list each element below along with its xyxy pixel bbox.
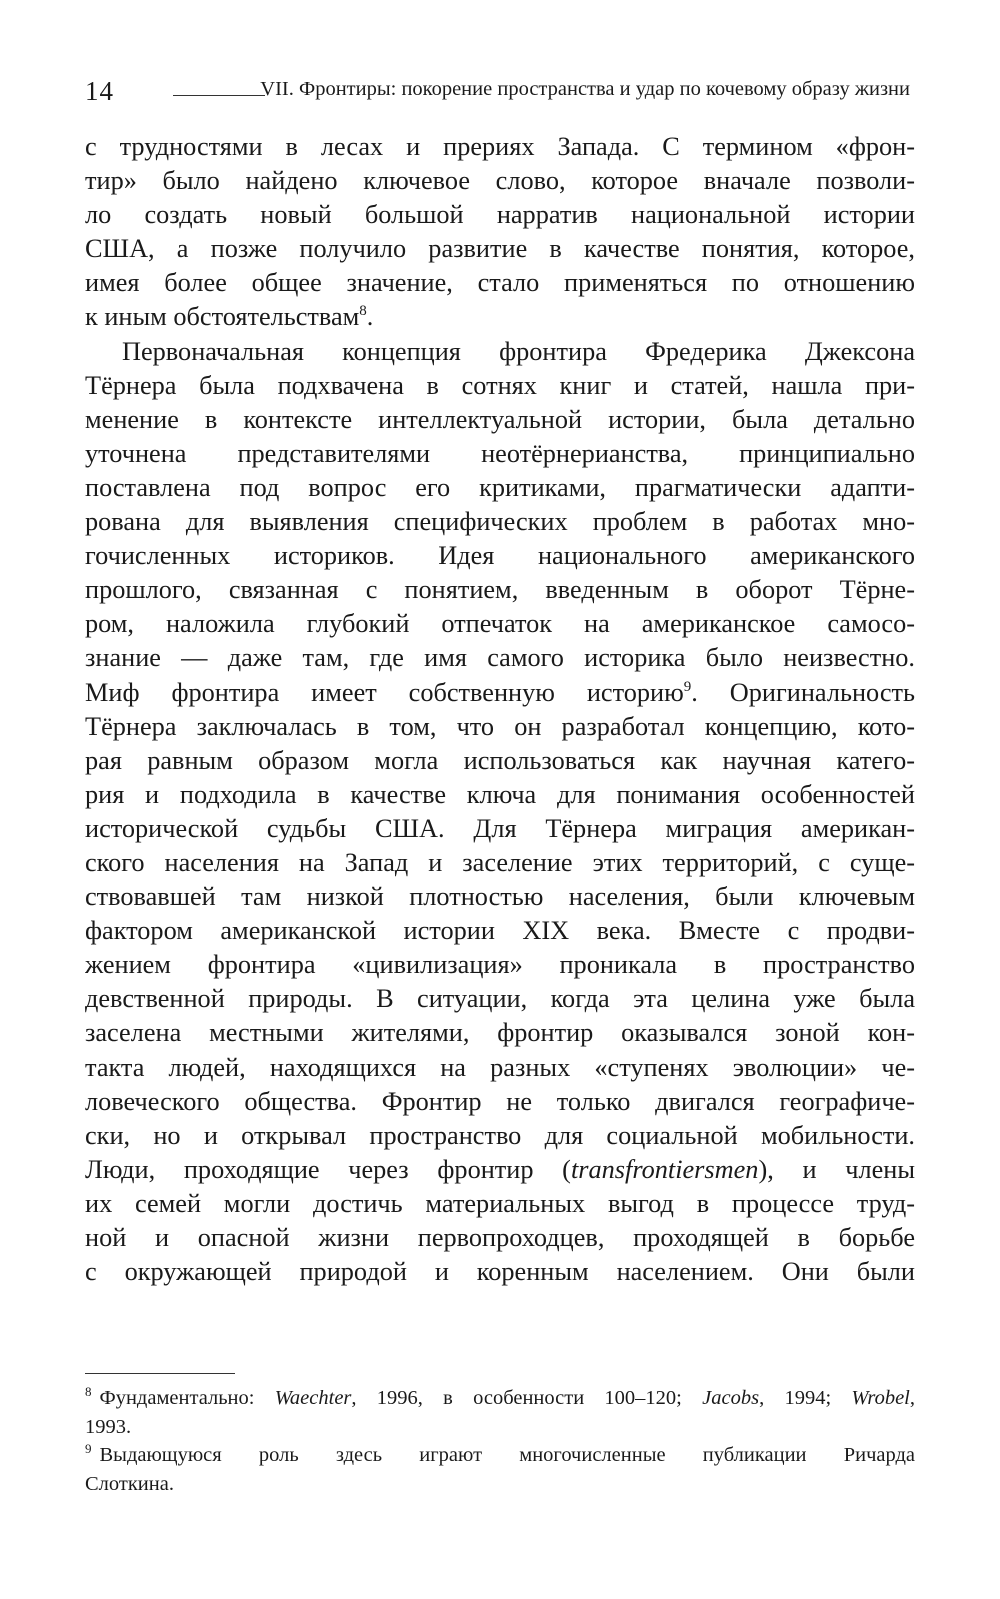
text-line: с трудностями в лесах и прериях Запада. С термином «фрон- [85,132,915,161]
punctuation: . [366,302,374,332]
footnote-number: 9 [85,1441,92,1457]
text-line: рия и подходила в качестве ключа для понимания особенностей [85,779,915,809]
text-line: их семей могли достичь материальных выгод в процессе труд- [85,1188,915,1218]
footnote-ref: 9 [683,678,692,695]
footnote-text: Выдающуюся роль здесь играют многочисленные публикации Ричарда [99,1444,915,1466]
text-line: поставлена под вопрос его критиками, прагматически адапти- [85,472,915,502]
running-title: VII. Фронтиры: покорение пространства и удар по кочевому образу жизни [260,78,910,100]
text-line: ствовавшей там низкой плотностью населения, были ключевым [85,882,915,912]
text-segment: Люди, проходящие через фронтир ( [85,1154,571,1184]
text-line: прошлого, связанная с понятием, введенным в оборот Тёрне- [85,575,915,605]
footnote-author: Wrobel [851,1387,910,1409]
text-line: ловеческого общества. Фронтир не только двигался географиче- [85,1086,915,1116]
running-header [85,76,910,106]
text-line: США, а позже получило развитие в качестве понятия, которое, [85,234,915,264]
text-line: Тёрнера заключалась в том, что он разработал концепцию, кото- [85,711,915,741]
text-line: фактором американской истории XIX века. Вместе с продви- [85,916,915,946]
text-line: ром, наложила глубокий отпечаток на американское самосо- [85,609,915,639]
text-line [85,1153,915,1187]
footnote-number: 8 [85,1384,92,1400]
footnote-text: , 1996, в особенности 100–120; [351,1387,703,1409]
text-line: девственной природы. В ситуации, когда эта целина уже была [85,984,915,1014]
text-line: жением фронтира «цивилизация» проникала в пространство [85,950,915,980]
text-line: Тёрнера была подхвачена в сотнях книг и статей, нашла при- [85,370,915,400]
text-line: ной и опасной жизни первопроходцев, проходящей в борьбе [85,1223,915,1252]
text-line: имея более общее значение, стало применяться по отношению [85,268,915,298]
footnote-author: Waechter [274,1387,352,1409]
text-line: ски, но и открывал пространство для социальной мобильности. [85,1120,915,1150]
text-segment: Миф фронтира имеет собственную историю [85,677,684,707]
italic-term: transfrontiersmen [570,1154,759,1184]
footnote-9-line [85,1441,915,1470]
main-text [85,130,915,1289]
text-line [85,300,915,334]
text-line: тир» было найдено ключевое слово, которое вначале позволи- [85,166,915,196]
text-line: знание — даже там, где имя самого историка было неизвестно. [85,643,915,673]
footnote-text: , 1994; [759,1387,852,1409]
text-segment: . Оригинальность [691,677,915,707]
text-segment: ), и члены [758,1154,915,1184]
footnote-separator [85,1373,235,1374]
text-line: заселена местными жителями, фронтир оказывался зоной кон- [85,1018,915,1048]
footnote-text: , [909,1387,915,1409]
page-number: 14 [85,76,114,106]
text-line: ло создать новый большой нарратив национальной истории [85,200,915,230]
text-line: с окружающей природой и коренным населением. Они были [85,1257,915,1287]
text-line: рована для выявления специфических проблем в работах мно- [85,507,915,537]
text-line: Первоначальная концепция фронтира Фредерика Джексона [122,336,915,366]
header-rule [173,95,265,96]
footnote-8-line [85,1384,915,1413]
text-line: ского населения на Запад и заселение этих территорий, с суще- [85,847,915,877]
text-line: гочисленных историков. Идея национального американского [85,541,915,571]
text-line: менение в контексте интеллектуальной истории, была детально [85,404,915,434]
text-line: рая равным образом могла использоваться как научная катего- [85,745,915,775]
footnote-ref: 8 [359,303,367,320]
footnote-author: Jacobs [702,1387,760,1409]
footnote-text: Фундаментально: [99,1387,275,1409]
footnotes [85,1384,915,1498]
text-segment: к иным обстоятельствам [85,302,360,332]
text-line [85,676,915,710]
text-line: такта людей, находящихся на разных «ступенях эволюции» че- [85,1052,915,1082]
footnote-8-line: 1993. [85,1415,132,1438]
text-line: уточнена представителями неотёрнерианства, принципиально [85,438,915,468]
footnote-9-line: Слоткина. [85,1472,174,1495]
text-line: исторической судьбы США. Для Тёрнера миграция американ- [85,813,915,843]
